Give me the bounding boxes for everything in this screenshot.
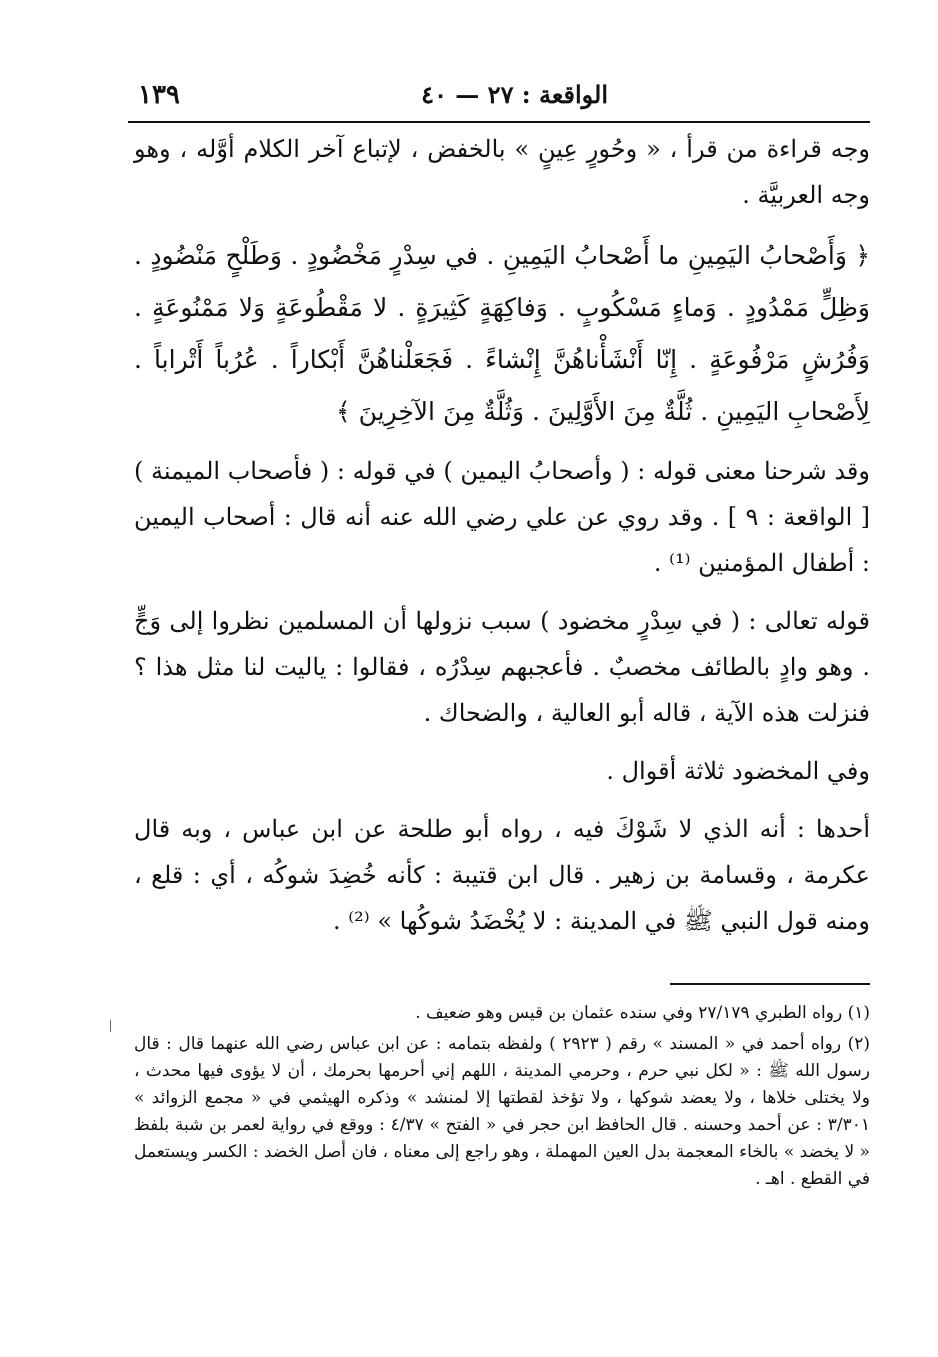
paragraph: وفي المخضود ثلاثة أقوال .: [606, 757, 870, 785]
header-rule: [128, 121, 870, 123]
main-text: [134, 126, 870, 956]
footnote: (٢) رواه أحمد في « المسند » رقم ( ٢٩٢٣ ) ولفظه بتمامه : عن ابن عباس رضي الله عنهما قال : قال رسول الله ﷺ : « لكل نبي حرم ، وحرمي المدينة ، اللهم إني أحرمها بحرمك ، أن لا يؤوى فيها محدث ، ولا يختلى خلاها ، ولا يعضد شوكها ، ولا تؤخذ لقطتها إلا لمنشد » وذكره الهيثمي في « مجمع الزوائد » ٣/٣٠١ : عن أحمد وحسنه . قال الحافظ ابن حجر في « الفتح » ٤/٣٧ : ووقع في رواية لعمر بن شبة بلفظ « لا يخضد » بالخاء المعجمة بدل العين المهملة ، وهو راجع إلى معناه ، فان أصل الخضد : الكسر ويستعمل في القطع . اهـ .: [134, 1034, 870, 1189]
paragraph: أحدها : أنه الذي لا شَوْكَ فيه ، رواه أبو طلحة عن ابن عباس ، وبه قال عكرمة ، وقسامة بن زهير . قال ابن قتيبة : كأنه خُضِدَ شوكُه ، أي : قلع ، ومنه قول النبي ﷺ في المدينة : لا يُخْضَدُ شوكُها » ⁽²⁾ .: [134, 815, 870, 935]
footnote-rule: [670, 983, 870, 985]
quran-verses: ﴿ وَأَصْحابُ اليَمِينِ ما أَصْحابُ اليَمِينِ . في سِدْرٍ مَخْضُودٍ . وَطَلْحٍ مَنْضُودٍ . وَظِلٍّ مَمْدُودٍ . وَماءٍ مَسْكُوبٍ . وَفاكِهَةٍ كَثِيرَةٍ . لا مَقْطُوعَةٍ وَلا مَمْنُوعَةٍ . وَفُرُشٍ مَرْفُوعَةٍ . إِنّا أَنْشَأْناهُنَّ إِنْشاءً . فَجَعَلْناهُنَّ أَبْكاراً . عُرُباً أَتْراباً . لِأَصْحابِ اليَمِينِ . ثُلَّةٌ مِنَ الأَوَّلِينَ . وَثُلَّةٌ مِنَ الآخِرِينَ ﴾: [134, 241, 870, 426]
footnote: (١) رواه الطبري ٢٧/١٧٩ وفي سنده عثمان بن قيس وهو ضعيف .: [415, 1003, 870, 1023]
paragraph: قوله تعالى : ( في سِدْرٍ مخضود ) سبب نزولها أن المسلمين نظروا إلى وَجٍّ . وهو وادٍ بالطائف مخصبٌ . فأعجبهم سِدْرُه ، فقالوا : ياليت لنا مثل هذا ؟ فنزلت هذه الآية ، قاله أبو العالية ، والضحاك .: [134, 607, 870, 727]
page-number: ١٣٩: [138, 80, 180, 110]
paragraph: وقد شرحنا معنى قوله : ( وأصحابُ اليمين ) في قوله : ( فأصحاب الميمنة ) [ الواقعة : ٩ ] . وقد روي عن علي رضي الله عنه أنه قال : أصحاب اليمين : أطفال المؤمنين ⁽¹⁾ .: [133, 457, 870, 577]
margin-mark: [110, 1020, 111, 1032]
paragraph: وجه قراءة من قرأ ، « وحُورٍ عِينٍ » بالخفض ، لإتباع آخر الكلام أوَّله ، وهو وجه العربيَّة .: [134, 135, 870, 209]
running-title: الواقعة : ٢٧ — ٤٠: [421, 80, 608, 109]
page-header: [128, 76, 868, 116]
footnotes: [134, 1000, 870, 1193]
